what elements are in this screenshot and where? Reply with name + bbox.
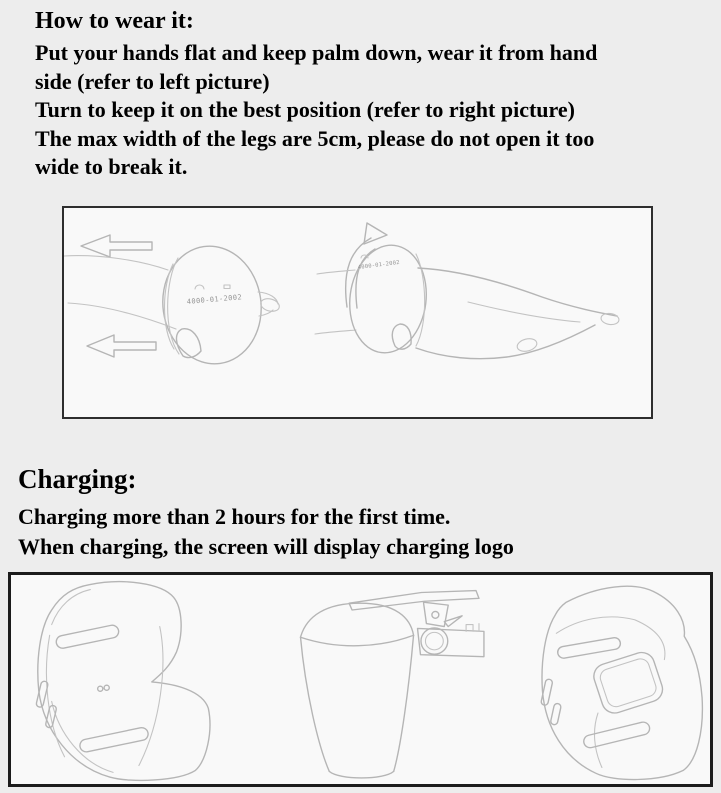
charging-section-heading: Charging: — [18, 464, 137, 494]
wear-figure-drawing — [64, 208, 651, 417]
bracelet-opening — [392, 324, 411, 349]
charger-clip-drawing — [301, 591, 484, 778]
charger-body-bottom — [329, 771, 393, 778]
wear-figure — [62, 206, 653, 419]
wrist-line — [315, 330, 356, 334]
bracelet-outline — [38, 582, 210, 781]
finger-line — [468, 302, 580, 322]
watch-display: 4000-01-2002 — [357, 259, 401, 271]
wrist-line — [64, 256, 168, 270]
wear-instruction-line: The max width of the legs are 5cm, please do not open it too — [35, 125, 595, 151]
bracelet-slot — [557, 637, 622, 659]
hand-bottom-line — [416, 325, 595, 359]
clip-lever — [444, 616, 462, 627]
wrist-line — [68, 303, 176, 329]
wrist-line — [317, 270, 355, 274]
bracelet-outline — [542, 586, 702, 779]
bracelet-slot — [582, 721, 651, 749]
watch-battery-icon — [224, 285, 230, 289]
wear-instruction-line: Put your hands flat and keep palm down, wear it from hand — [35, 40, 598, 65]
bracelet-outline — [155, 240, 268, 370]
charging-contact — [98, 686, 103, 691]
left-arrow-icon — [87, 335, 156, 357]
wear-section-heading: How to wear it: — [35, 8, 194, 34]
bracelet-rim — [165, 264, 175, 349]
watch-status-icon — [195, 285, 204, 289]
wear-instruction-line: Turn to keep it on the best position (refer to right picture) — [35, 97, 575, 122]
hand-top-line — [418, 268, 617, 316]
bracelet-slot — [79, 727, 150, 754]
wear-instruction-line: wide to break it. — [35, 154, 188, 179]
charger-body-side — [301, 637, 330, 771]
bracelet-opening — [176, 329, 201, 358]
bracelet-with-clip-drawing — [541, 586, 703, 779]
charging-instruction-line: When charging, the screen will display charging logo — [18, 534, 514, 559]
attached-clip-pad-inner — [598, 657, 658, 709]
clip-spring-ring — [425, 632, 443, 649]
wear-instruction-line: side (refer to left picture) — [35, 68, 270, 94]
wear-left-drawing — [64, 235, 281, 370]
charging-contact — [104, 685, 109, 690]
clip-arm — [349, 591, 479, 610]
bracelet-contacts-drawing — [36, 582, 210, 781]
charger-rim — [301, 635, 414, 646]
clip-pivot-screw — [432, 611, 439, 618]
band-edge — [46, 635, 64, 757]
wear-right-drawing — [315, 223, 620, 359]
charger-body-top — [301, 603, 414, 637]
bracelet-slot — [55, 624, 120, 649]
band-edge — [595, 713, 602, 767]
bracelet-rim — [52, 701, 113, 772]
charger-body-side — [394, 635, 414, 771]
charging-instructions — [18, 502, 514, 562]
charging-instruction-line: Charging more than 2 hours for the first time. — [18, 504, 451, 529]
bracelet-rim — [52, 590, 91, 625]
side-button — [550, 703, 561, 725]
charging-figure-drawing — [11, 575, 710, 784]
wear-instructions — [35, 39, 597, 182]
watch-display: 4000-01-2002 — [186, 293, 243, 306]
band-edge — [139, 627, 163, 766]
fingertip — [259, 297, 280, 314]
left-arrow-icon — [81, 235, 152, 257]
charging-figure — [8, 572, 713, 787]
